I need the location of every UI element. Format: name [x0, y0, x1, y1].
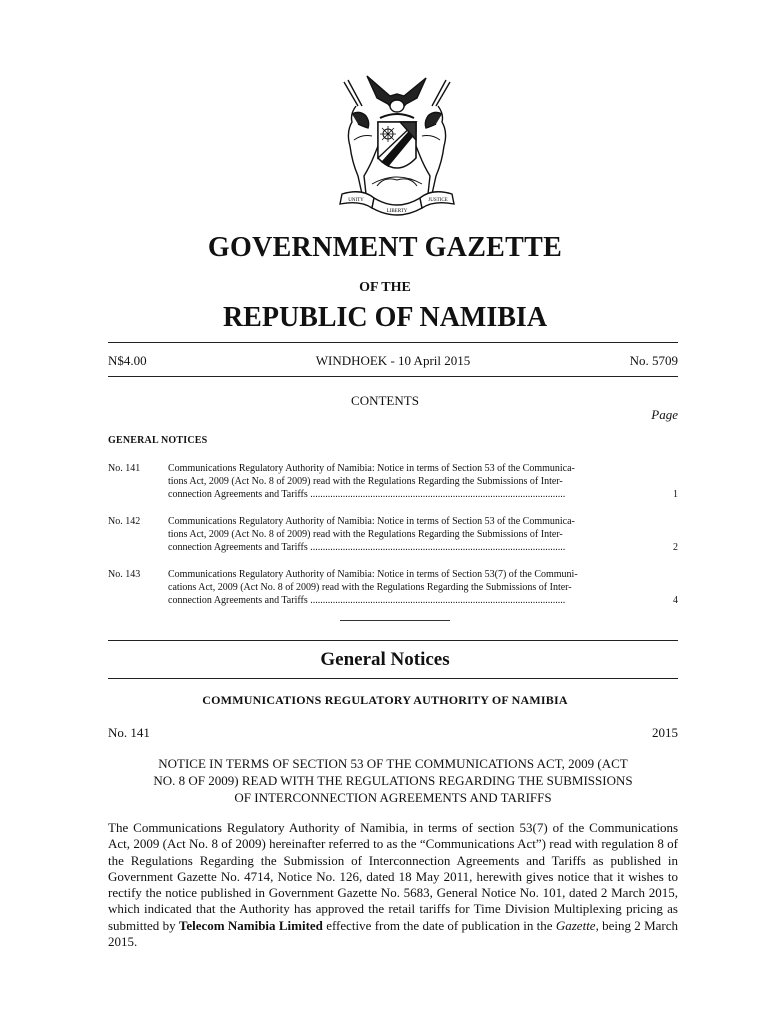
- entry-line: connection Agreements and Tariffs ......................................................................................................: [168, 595, 566, 606]
- notices-rule-bottom: [108, 678, 678, 679]
- entry-line: Communications Regulatory Authority of Namibia: Notice in terms of Section 53 of the Communica-: [168, 516, 575, 527]
- contents-entry: [108, 568, 678, 608]
- notice-body-text: The Communications Regulatory Authority of Namibia, in terms of section 53(7) of the Communications Act, 2009 (Act No. 8 of 2009) hereinafter referred to as the “Communications Act”) read with regulation 8 of the Regulations Regarding the Submission of Interconnection Agreements and Tariffs as published in Government Gazette No. 4714, Notice No. 126, dated 18 May 2011, herewith gives notice that it wishes to rectify the notice published in Government Gazette No. 5683, General Notice No. 101, dated 2 March 2015, which indicated that the Authority has approved the retail tariffs for Time Division Multiplexing pricing as submitted by: [108, 820, 678, 933]
- motto-justice: JUSTICE: [428, 198, 448, 203]
- entry-line: cations Act, 2009 (Act No. 8 of 2009) read with the Regulations Regarding the Submissions of Inter-: [168, 582, 572, 593]
- header-rule-top: [108, 342, 678, 343]
- authority-heading: COMMUNICATIONS REGULATORY AUTHORITY OF NAMIBIA: [202, 693, 568, 707]
- of-the-label: OF THE: [359, 280, 411, 295]
- country-title: REPUBLIC OF NAMIBIA: [222, 302, 548, 333]
- notice-number: No. 141: [108, 725, 150, 740]
- entry-number: No. 141: [108, 463, 141, 474]
- notices-rule-top: [108, 640, 678, 641]
- contents-end-rule: [340, 620, 450, 621]
- contents-entry: [108, 462, 678, 502]
- notice-title-line: NOTICE IN TERMS OF SECTION 53 OF THE COMMUNICATIONS ACT, 2009 (ACT: [158, 756, 628, 771]
- issue-info-row: [108, 353, 678, 371]
- entry-number: No. 143: [108, 569, 141, 580]
- general-notices-section-label: GENERAL NOTICES: [108, 435, 208, 446]
- namibia-coat-of-arms-icon: [322, 66, 472, 216]
- gazette-title: GOVERNMENT GAZETTE: [207, 232, 563, 263]
- entry-line: Communications Regulatory Authority of Namibia: Notice in terms of Section 53 of the Communica-: [168, 463, 575, 474]
- entry-line: connection Agreements and Tariffs ......................................................................................................: [168, 489, 566, 500]
- page-column-label: Page: [651, 407, 678, 422]
- notice-number-row: [108, 725, 678, 743]
- entry-page: 2: [673, 542, 678, 553]
- entry-page: 4: [673, 595, 678, 606]
- place-date-label: WINDHOEK - 10 April 2015: [315, 353, 471, 368]
- entry-line: Communications Regulatory Authority of Namibia: Notice in terms of Section 53(7) of the Communi-: [168, 569, 578, 580]
- contents-heading: CONTENTS: [351, 393, 419, 408]
- motto-liberty: LIBERTY: [386, 209, 408, 214]
- notice-body-text: , being 2 March 2015.: [108, 917, 679, 950]
- issue-number: No. 5709: [629, 353, 678, 368]
- notice-body: [108, 820, 678, 950]
- entry-line: tions Act, 2009 (Act No. 8 of 2009) read with the Regulations Regarding the Submissions of Inter-: [168, 476, 563, 487]
- entry-line: connection Agreements and Tariffs ......................................................................................................: [168, 542, 566, 553]
- notice-title-line: NO. 8 OF 2009) READ WITH THE REGULATIONS REGARDING THE SUBMISSIONS: [153, 773, 633, 788]
- notice-title: [108, 755, 678, 806]
- gazette-reference: Gazette: [555, 917, 596, 933]
- contents-entry: [108, 515, 678, 555]
- notice-title-line: OF INTERCONNECTION AGREEMENTS AND TARIFFS: [234, 790, 552, 805]
- entry-line: tions Act, 2009 (Act No. 8 of 2009) read with the Regulations Regarding the Submissions of Inter-: [168, 529, 563, 540]
- notice-body-text: effective from the date of publication in the: [322, 917, 556, 933]
- motto-unity: UNITY: [348, 198, 364, 203]
- general-notices-heading: General Notices: [320, 649, 450, 670]
- price-label: N$4.00: [108, 353, 147, 368]
- company-name: Telecom Namibia Limited: [178, 917, 323, 933]
- entry-page: 1: [673, 489, 678, 500]
- notice-year: 2015: [652, 725, 678, 740]
- entry-number: No. 142: [108, 516, 141, 527]
- header-rule-bottom: [108, 376, 678, 377]
